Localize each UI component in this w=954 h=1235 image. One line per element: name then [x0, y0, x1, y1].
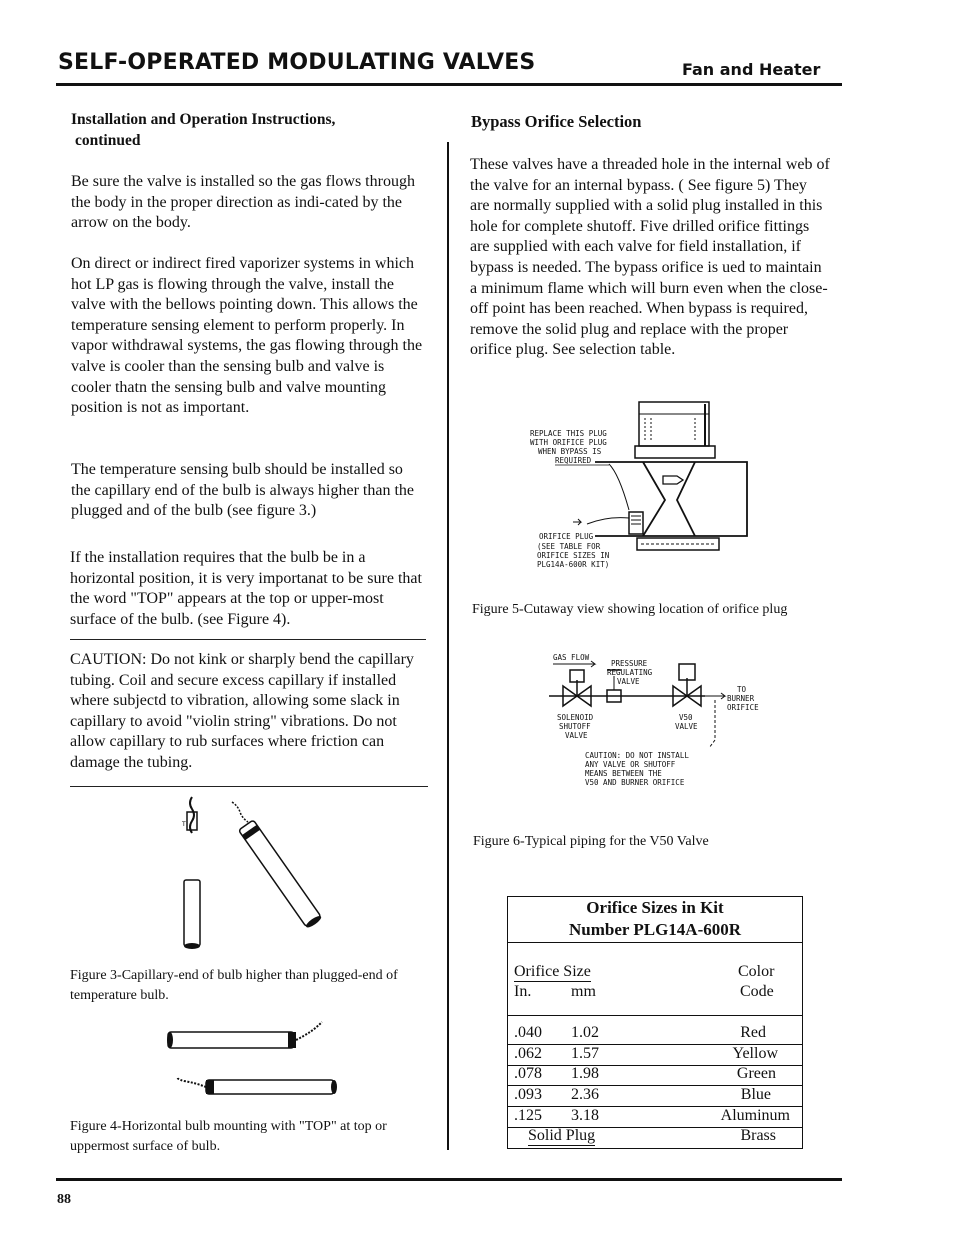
fig6-label-burner-1: TO [737, 685, 747, 694]
fig6-label-solenoid-3: VALVE [565, 731, 588, 740]
orifice-sizes-table [507, 896, 803, 1149]
fig5-label-replace-2: WITH ORIFICE PLUG [530, 438, 607, 447]
fig6-label-v50-2: VALVE [675, 722, 698, 731]
col-header-code: Code [740, 983, 774, 1000]
right-paragraph-1: These valves have a threaded hole in the internal web of the valve for an internal bypass. ( See figure 5) They are normally supplied with a solid plug installed in this hole for complete shutoff. Five drilled orifice fittings are supplied with each valve for field installation, if bypass is needed. The bypass orifice is ued to maintain a minimum flame which will burn even when the close-off point has been reached. When bypass is required, remove the solid plug and replace with the proper orifice plug. See selection table. [470, 156, 830, 359]
fig6-label-gas-flow: GAS FLOW [553, 653, 590, 662]
fig6-label-caution-4: V50 AND BURNER ORIFICE [585, 778, 685, 787]
cell-in: .078 [514, 1065, 542, 1082]
cell-mm: 3.18 [571, 1107, 599, 1124]
fig6-label-regulating-2: REGULATING [607, 668, 653, 677]
page-title: SELF-OPERATED MODULATING VALVES [58, 50, 536, 75]
caution-top-rule [70, 639, 426, 640]
caution-bottom-rule [70, 786, 428, 787]
cell-in: .040 [514, 1024, 542, 1041]
right-heading: Bypass Orifice Selection [471, 112, 642, 131]
table-row [508, 1065, 802, 1085]
col-header-in: In. [514, 983, 532, 1000]
cell-mm: 1.02 [571, 1024, 599, 1041]
caution-text: CAUTION: Do not kink or sharply bend the capillary tubing. Coil and secure excess capillary if installed where subjectd to vibration, allowing some slack in capillary to avoid "violin string" vibrations. Do not allow capillary to rub surfaces where friction can damage the tubing. [70, 651, 414, 771]
header-rule [56, 83, 842, 86]
cell-color: Yellow [732, 1045, 778, 1062]
table-row [508, 1086, 802, 1106]
fig5-label-orifice-2: (SEE TABLE FOR [537, 542, 601, 551]
figure-4-horizontal-bulbs [162, 1012, 342, 1102]
fig6-label-v50-1: V50 [679, 713, 693, 722]
figure-6-piping [545, 650, 775, 790]
fig6-label-caution-3: MEANS BETWEEN THE [585, 769, 662, 778]
figure-4-caption: Figure 4-Horizontal bulb mounting with "TOP" at top or uppermost surface of bulb. [70, 1119, 387, 1154]
fig6-label-solenoid-2: SHUTOFF [559, 722, 591, 731]
fig6-label-burner-2: BURNER [727, 694, 755, 703]
section-title: Fan and Heater [682, 60, 821, 79]
table-header-row-2 [508, 983, 802, 1003]
left-heading-line1: Installation and Operation Instructions, [71, 111, 336, 128]
cell-solid-plug: Solid Plug [528, 1127, 596, 1144]
left-paragraph-3: The temperature sensing bulb should be installed so the capillary end of the bulb is always higher than the plugged and of the bulb (see figure 3.) [71, 461, 415, 520]
cell-color: Blue [740, 1086, 771, 1103]
column-divider [447, 142, 449, 1150]
left-paragraph-4: If the installation requires that the bulb be in a horizontal position, it is very importanat to be sure that the word "TOP" appears at the top or upper-most surface of the bulb. (see Figure 4). [70, 549, 422, 628]
col-header-size: Orifice Size [514, 963, 591, 980]
table-title-line1: Orifice Sizes in Kit [586, 898, 724, 917]
left-paragraph-1: Be sure the valve is installed so the gas flows through the body in the proper direction as indi-cated by the arrow on the body. [71, 173, 415, 232]
cell-in: .062 [514, 1045, 542, 1062]
svg-text:T: T [182, 821, 186, 828]
cell-color: Aluminum [720, 1107, 790, 1124]
fig6-label-solenoid-1: SOLENOID [557, 713, 594, 722]
cell-mm: 1.57 [571, 1045, 599, 1062]
left-paragraph-2: On direct or indirect fired vaporizer systems in which hot LP gas is flowing through the valve, install the valve with the bellows pointing down. This allows the temperature sensing element to perform properly. In vapor withdrawal systems, the gas flowing through the valve is cooler than the sensing bulb and valve is cooler thatn the sensing bulb and valve mounting position is not as important. [71, 255, 423, 417]
fig5-label-replace-4: REQUIRED [555, 456, 592, 465]
cell-color: Green [736, 1065, 776, 1082]
fig5-label-replace-3: WHEN BYPASS IS [538, 447, 602, 456]
left-heading-line2: continued [75, 132, 141, 149]
cell-in: .125 [514, 1107, 542, 1124]
table-row [508, 1045, 802, 1065]
fig5-label-orifice-1: ORIFICE PLUG [539, 532, 594, 541]
table-title-line2: Number PLG14A-600R [568, 920, 742, 939]
figure-5-cutaway [525, 400, 755, 575]
fig6-label-regulating-1: PRESSURE [611, 659, 648, 668]
cell-mm: 2.36 [571, 1086, 599, 1103]
fig6-label-burner-3: ORIFICE [727, 703, 759, 712]
table-header-row-1 [508, 963, 802, 983]
fig6-label-caution-2: ANY VALVE OR SHUTOFF [585, 760, 676, 769]
cell-color: Brass [740, 1127, 776, 1144]
table-rule [508, 1015, 802, 1016]
figure-5-caption: Figure 5-Cutaway view showing location of orifice plug [472, 602, 788, 617]
col-header-color: Color [738, 963, 775, 980]
fig6-label-caution-1: CAUTION: DO NOT INSTALL [585, 751, 689, 760]
col-header-mm: mm [571, 983, 596, 1000]
table-row [508, 1107, 802, 1127]
figure-6-caption: Figure 6-Typical piping for the V50 Valve [473, 834, 709, 849]
cell-mm: 1.98 [571, 1065, 599, 1082]
fig5-label-orifice-3: ORIFICE SIZES IN [537, 551, 610, 560]
footer-rule [56, 1178, 842, 1181]
fig5-label-replace-1: REPLACE THIS PLUG [530, 429, 607, 438]
figure-3-bulbs [170, 792, 350, 952]
table-row [508, 1024, 802, 1044]
cell-in: .093 [514, 1086, 542, 1103]
table-row-last [508, 1127, 802, 1147]
page-number: 88 [57, 1192, 71, 1207]
cell-color: Red [740, 1024, 766, 1041]
figure-3-caption: Figure 3-Capillary-end of bulb higher than plugged-end of temperature bulb. [70, 968, 398, 1003]
fig5-label-orifice-4: PLG14A-600R KIT) [537, 560, 610, 569]
fig6-label-regulating-3: VALVE [617, 677, 640, 686]
table-title [508, 897, 802, 943]
